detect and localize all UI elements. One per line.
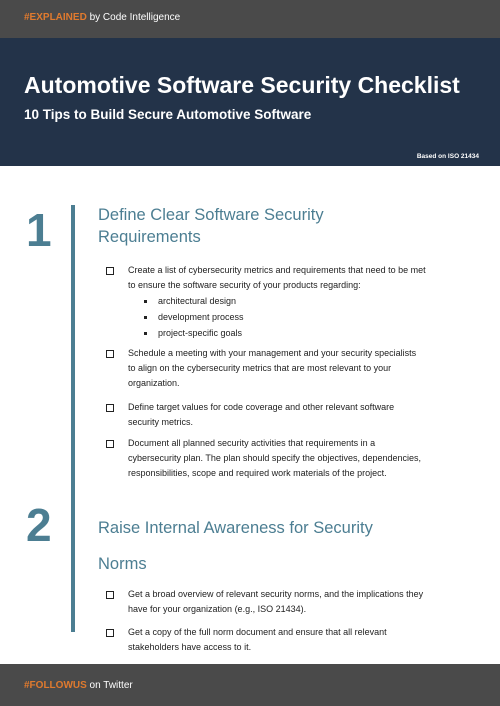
checkbox-icon[interactable] [106, 404, 114, 412]
sub-list-item [144, 326, 242, 341]
checklist-item[interactable] [106, 625, 426, 655]
footer-bar [0, 664, 500, 706]
checklist-item[interactable] [106, 400, 426, 430]
section-1-bar [71, 205, 75, 505]
sub-list-item [144, 310, 244, 325]
section-1-title-line1: Define Clear Software Security [98, 206, 324, 224]
brand-byline: by Code Intelligence [86, 12, 181, 23]
checkbox-icon[interactable] [106, 440, 114, 448]
norm-basis-note: Based on ISO 21434 [416, 153, 479, 160]
checklist-item-text: Get a copy of the full norm document and ensure that all relevant stakeholders have access to it. [128, 627, 387, 652]
checkbox-icon[interactable] [106, 629, 114, 637]
checklist-item[interactable] [106, 263, 426, 293]
checklist-item-text: Create a list of cybersecurity metrics and requirements that need to be met to ensure the software security of your products regarding: [128, 265, 426, 290]
section-1-title-line2: Requirements [98, 228, 201, 246]
section-2-bar [71, 498, 75, 632]
section-2-title-line1: Raise Internal Awareness for Security [98, 519, 373, 537]
bullet-icon [144, 316, 147, 319]
bullet-icon [144, 300, 147, 303]
checklist-item-text: Get a broad overview of relevant security norms, and the implications they have for your organization (e.g., ISO 21434). [128, 589, 424, 614]
followus-hashtag: #FOLLOWUS [24, 680, 87, 691]
header-banner [0, 38, 500, 166]
followus-link[interactable] [24, 680, 133, 691]
top-bar [0, 0, 500, 38]
section-number-2: 2 [26, 499, 52, 551]
bullet-icon [144, 332, 147, 335]
checklist-item-text: Document all planned security activities that requirements in a cybersecurity plan. The plan should specify the objectives, dependencies, responsibilities, scope and required work materials of the project. [128, 438, 422, 478]
checkbox-icon[interactable] [106, 591, 114, 599]
section-number-1: 1 [26, 204, 52, 256]
checklist-item-text: Schedule a meeting with your management and your security specialists to align on the cybersecurity metrics that are most relevant to your organization. [128, 348, 417, 388]
explained-hashtag: #EXPLAINED [24, 12, 87, 23]
checkbox-icon[interactable] [106, 350, 114, 358]
checklist-item[interactable] [106, 346, 426, 391]
sub-list-item [144, 294, 236, 309]
sub-list-item-text: project-specific goals [158, 328, 243, 338]
twitter-text: on Twitter [86, 680, 133, 691]
page-title: Automotive Software Security Checklist [24, 72, 460, 98]
page-subtitle: 10 Tips to Build Secure Automotive Software [24, 107, 312, 122]
explained-brand [24, 12, 180, 23]
checklist-item-text: Define target values for code coverage and other relevant software security metrics. [128, 402, 395, 427]
sub-list-item-text: architectural design [158, 296, 237, 306]
sub-list-item-text: development process [158, 312, 244, 322]
section-2-title-line2: Norms [98, 555, 147, 573]
checkbox-icon[interactable] [106, 267, 114, 275]
checklist-item[interactable] [106, 587, 426, 617]
checklist-item[interactable] [106, 436, 426, 481]
